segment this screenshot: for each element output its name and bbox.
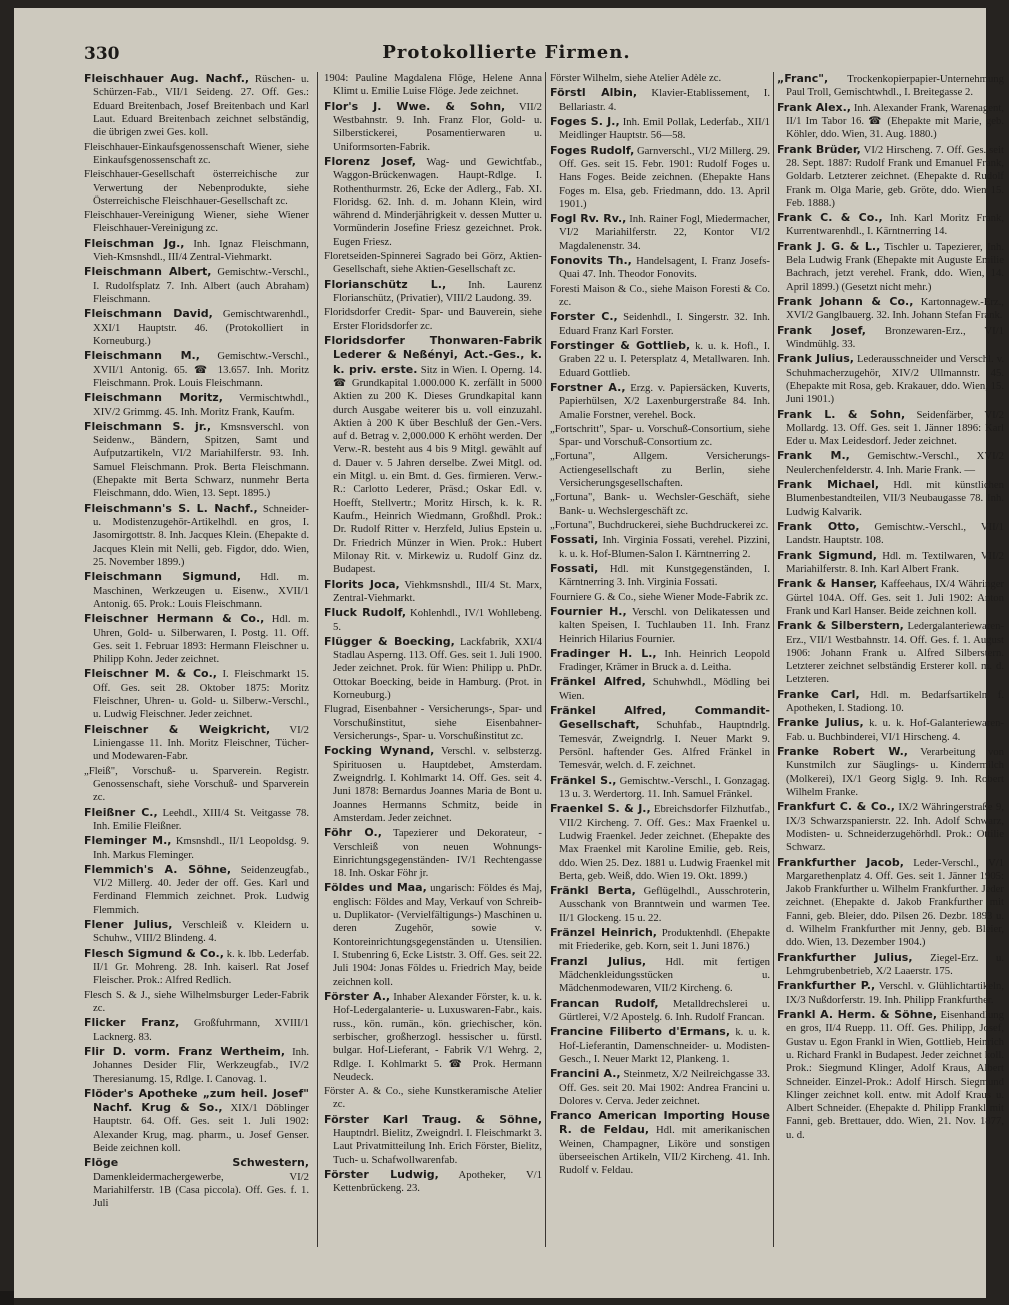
firm-entry <box>777 549 1004 577</box>
scanned-page <box>14 8 1005 1298</box>
firm-details: Kartonnagew.-Erz., XVI/2 Ganglbauerg. 32. Inh. Johann Stefan Frank. <box>786 296 1004 322</box>
firm-name: Förster A., <box>324 989 391 1003</box>
firm-entry <box>550 310 770 338</box>
firm-name: Fossati, <box>550 561 599 575</box>
firm-details: Förster Wilhelm, siehe Atelier Adèle zc. <box>550 72 722 84</box>
firm-name: Frank C. & Co., <box>777 211 883 225</box>
firm-details: k. k. lbb. Lederfab. II/1 Gr. Mohreng. 28. Inh. kaiserl. Rat Josef Fleischer. Prok.: Alfred Redlich. <box>93 947 309 987</box>
firm-name: Forstner A., <box>550 380 626 394</box>
firm-entry <box>550 144 770 212</box>
firm-entry <box>550 926 770 954</box>
firm-details: Fleischhauer-Gesellschaft österreichische zur Verwertung der Nebenprodukte, siehe Österreichische Fleischhauer-Gesellschaft zc. <box>84 168 309 207</box>
firm-name: Frank & Silberstern, <box>777 619 904 633</box>
firm-entry <box>777 143 1004 211</box>
firm-entry <box>84 141 309 168</box>
firm-details: Viehkmsnshdl., III/4 St. Marx, Zentral-Viehmarkt. <box>333 578 542 604</box>
firm-name: Fradinger H. L., <box>550 646 657 660</box>
firm-details: Eisenhandlung en gros, II/4 Ruepp. 11. Off. Ges. Philipp, Josef, Gustav u. Egon Frankl in Wien, Gottlieb, Heinrich u. Richard Frankl in Budapest. Jeder zeichnet koll. Prok.: Siegmund Klinger, Adolf Kraus, Albert Schneider. Einzel-Prok.: Adolf Hirsch. Siegmund Klinger zeichnet koll. entw. mit Adolf Kraus u. Albert Schneider. (Ehepakte d. Philipp Frankl mit Fanni, geb. Brettauer, ddo. Wien, 21. Nov. 1877, u. d. <box>786 1008 1004 1141</box>
firm-details: k. u. k. Hof-Lieferantin, Damenschneider- u. Modisten-Gesch., I. Neuer Markt 12, Plankeng. 1. <box>559 1026 770 1065</box>
firm-name: Fluck Rudolf, <box>324 606 406 620</box>
firm-name: Fleischmann David, <box>84 307 213 321</box>
firm-entry <box>550 1109 770 1178</box>
scan-corner-mark <box>0 1291 14 1305</box>
firm-entry <box>550 647 770 675</box>
firm-entry <box>777 745 1004 799</box>
firm-entry <box>777 856 1004 950</box>
firm-entry <box>550 591 770 604</box>
firm-name: Förstl Albin, <box>550 86 638 100</box>
firm-name: Frank J. G. & L., <box>777 239 881 253</box>
firm-name: Floridsdorfer Thonwaren-Fabrik Lederer & Neßényi, Act.-Ges., k. k. priv. erste. <box>324 333 542 376</box>
firm-details: k. u. k. Hof-Galanteriewaren-Fab. u. Buchbinderei, VI/1 Hirscheng. 4. <box>786 717 1004 743</box>
firm-name: Foges Rudolf, <box>550 143 635 157</box>
firm-name: Förster Ludwig, <box>324 1168 439 1181</box>
firm-details: Fleischhauer-Einkaufsgenossenschaft Wiener, siehe Einkaufsgenossenschaft zc. <box>84 140 309 166</box>
firm-entry <box>84 947 309 988</box>
firm-name: Fränkel Alfred, <box>550 675 646 689</box>
firm-details: Ziegel-Erz. u. Lehmgrubenbetrieb, X/2 Laaerstr. 175. <box>786 951 1004 977</box>
firm-details: Hdl. mit amerikanischen Weinen, Champagner, Liköre und sonstigen überseeischen Artikeln, VII/2 Kircheng. 41. Inh. Rudolf v. Feldau. <box>559 1124 770 1177</box>
firm-name: Frank M., <box>777 449 850 463</box>
firm-name: Frank Johann & Co., <box>777 295 914 308</box>
firm-name: Fränkl Berta, <box>550 884 636 898</box>
firm-name: Frank Michael, <box>777 478 880 492</box>
firm-details: Kaffeehaus, IX/4 Währinger Gürtel 104A. Off. Ges. seit 1. Juli 1902: Anton Frank und Karl Hanser. Beide zeichnen koll. <box>786 578 1005 617</box>
firm-entry <box>777 408 1004 449</box>
firm-details: VI/2 Liniengasse 11. Inh. Moritz Fleischner, Tücher- und Modewaren-Fabr. <box>93 723 309 763</box>
firm-entry <box>777 449 1004 477</box>
firm-details: Hdl. m. Maschinen, Werkzeugen u. Eisenw., XVII/1 Antonig. 65. Prok.: Louis Fleischmann. <box>93 571 309 610</box>
firm-name: Fränzel Heinrich, <box>550 926 657 940</box>
firm-details: Gemischtw.-Verschl., I. Gonzagag. 13 u. 3. Werdertorg. 11. Inh. Samuel Fränkel. <box>559 774 770 800</box>
firm-name: Frank Alex., <box>777 100 851 114</box>
firm-entry <box>777 800 1004 854</box>
firm-details: Kmsnsverschl. von Seidenw., Bändern, Spitzen, Samt und Aufputzartikeln, VI/2 Mariahilferstr. 93. Inh. Samuel Fleischmann. Prok. Berta Fleischmann. (Ehepakte mit Berta Schwarz, nunmehr Berta Fleischmann, ddo. Wien, 13. Sept. 1895.) <box>93 420 309 500</box>
firm-name: Fränkel Alfred, Commandit-Gesellschaft, <box>550 704 770 732</box>
firm-details: „Fleiß", Vorschuß- u. Sparverein. Registr. Genossenschaft, siehe Vorschuß- und Sparverein zc. <box>84 764 309 804</box>
firm-details: IX/2 Währingerstraße 9, IX/3 Schwarzspanierstr. 22. Inh. Adolf Schwarz, Modisten- u. Schneiderzugehörhdl. Prok.: Ottilie Schwarz. <box>786 801 1004 854</box>
firm-entry <box>324 100 542 154</box>
firm-details: Inh. Virginia Fossati, verehel. Pizzini, k. u. k. Hof-Blumen-Salon I. Kärntnerring 2. <box>559 534 770 560</box>
firm-name: Foges S. J., <box>550 114 620 128</box>
firm-name: Fleischmann Albert, <box>84 265 212 279</box>
firm-name: Frankl A. Herm. & Söhne, <box>777 1007 938 1021</box>
firm-name: Franke Julius, <box>777 716 864 730</box>
firm-name: Fränkel S., <box>550 773 617 787</box>
firm-details: Tapezierer und Dekorateur, -Verschleiß von neuen Wohnungs-Einrichtungsgegenständen- IV/1 Rechtengasse 18. Inh. Oskar Föhr jr. <box>333 827 542 880</box>
firm-details: Tischler u. Tapezierer, Inh. Bela Ludwig Frank (Ehepakte mit Auguste Emilie Bachrach, jetzt verehel. Frank, ddo. Wien, 14. April 1899.) (Gesetzt nicht mehr.) <box>786 240 1004 293</box>
firm-details: Trockenkopierpapier-Unternehmung Paul Troll, Gemischtwhdl., I. Breitegasse 2. <box>786 73 1004 99</box>
firm-entry <box>84 265 309 306</box>
firm-entry <box>550 491 770 518</box>
firm-entry <box>550 519 770 532</box>
firm-name: Fleischhauer Aug. Nachf., <box>84 72 250 85</box>
firm-name: Fleminger M., <box>84 834 172 848</box>
firm-name: Francan Rudolf, <box>550 996 659 1010</box>
firm-details: Flugrad, Eisenbahner - Versicherungs-, Spar- und Vorschußinstitut, siehe Eisenbahner-Versicherungs-, Spar- u. Vorschußinstitut zc. <box>324 703 542 742</box>
firm-details: Inh. Alexander Frank, Warenagent, II/1 Im Tabor 16. ☎ (Ehepakte mit Marie, geb. Köhler, ddo. Wien, 31. Aug. 1880.) <box>786 101 1004 141</box>
page-title: Protokollierte Firmen. <box>382 42 631 63</box>
firm-details: Fleischhauer-Vereinigung Wiener, siehe Wiener Fleischhauer-Vereinigung zc. <box>84 209 309 235</box>
firm-details: VII/2 Westbahnstr. 9. Inh. Franz Flor, Gold- u. Silberstickerei, Posamentierwaren u. Uniformsorten-Fabrik. <box>333 100 542 153</box>
firm-name: Frank Otto, <box>777 520 860 533</box>
firm-details: Schuhfab., Hauptndrlg. Temesvár, Zweigndrlg. I. Neuer Markt 9. Persönl. haftender Ges. Alfred Fränkel in Temesvár, welch. d. F. zeichnet. <box>559 719 770 772</box>
firm-name: Franzl Julius, <box>550 954 647 968</box>
firm-name: Flöge Schwestern, <box>84 1156 309 1170</box>
firm-details: I. Fleischmarkt 15. Off. Ges. seit 28. Oktober 1875: Moritz Fleischner, Uhren- u. Gold- u. Silberw.-Verschl., u. Ludwig Fleischner. Jeder zeichnet. <box>93 668 309 721</box>
firm-details: Inh. Karl Moritz Frank, Kurrentwarenhdl., I. Kärntnerring 14. <box>786 212 1005 238</box>
column-3 <box>550 72 770 1282</box>
firm-entry <box>84 209 309 236</box>
firm-name: Franke Carl, <box>777 687 860 701</box>
firm-entry <box>324 334 542 577</box>
firm-entry <box>550 115 770 143</box>
firm-name: Frank & Hanser, <box>777 577 878 591</box>
column-1 <box>84 72 309 1282</box>
firm-details: VI/2 Hirscheng. 7. Off. Ges. seit 28. Sept. 1887: Rudolf Frank und Emanuel Frank, Goldarb. Letzterer zeichnet. (Ehepakte d. Rudolf Frank m. Olga Marie, geb. Gröte, ddo. Wien 15. Feb. 1888.) <box>786 143 1004 209</box>
firm-entry <box>777 478 1004 519</box>
firm-details: Bronzewaren-Erz., VI/1 Windmühlg. 33. <box>786 324 1004 350</box>
firm-details: Klavier-Etablissement, I. Bellariastr. 4. <box>559 87 770 113</box>
firm-name: Frankfurther P., <box>777 979 876 993</box>
firm-details: Hdl. mit künstlichen Blumenbestandteilen, VII/3 Neubaugasse 78. Inh. Ludwig Kalvarik. <box>786 479 1004 518</box>
firm-details: Gemischtw.-Verschl., VII/1 Landstr. Hauptstr. 108. <box>786 521 1004 547</box>
firm-entry <box>550 884 770 925</box>
firm-name: Fleischner M. & Co., <box>84 667 217 681</box>
firm-entry <box>550 774 770 802</box>
firm-entry <box>777 577 1004 618</box>
firm-details: ungarisch: Földes és Maj, englisch: Földes and May, Verkauf von Schreib- u. Duplikator- (Vervielfältigungs-) Maschinen u. deren Zugehör, sowie v. Kontoreinrichtungsgegenständen u. Utensilien. I. Stubenring 6, Ecke Liststr. 3. Off. Ges. seit 22. Juli 1904: Jonas Földes u. Friedrich May, beide zeichnen koll. <box>333 882 542 988</box>
firm-name: Flesch Sigmund & Co., <box>84 946 224 960</box>
firm-name: Florits Joca, <box>324 577 400 591</box>
firm-name: Fleischmann's S. L. Nachf., <box>84 501 258 515</box>
firm-name: Forster C., <box>550 310 618 324</box>
firm-entry <box>324 703 542 743</box>
firm-entry <box>550 212 770 253</box>
firm-details: Wag- und Gewichtfab., Waggon-Brückenwagen. Haupt-Rdlge. I. Rothenthurmstr. 26, Ecke der Adlerg., Fab. XI. Floridsg. 62. Inh. d. m. Johann Klein, wird während d. Minderjährigkeit v. dessen Mutter u. Vormünderin Josefine Friesz gezeichnet. Prok. Eugen Friesz. <box>333 155 542 248</box>
firm-entry <box>324 72 542 99</box>
firm-entry <box>777 324 1004 352</box>
firm-details: Kohlenhdl., IV/1 Wohllebeng. 5. <box>333 607 542 633</box>
firm-details: Erzg. v. Papiersäcken, Kuverts, Papierhülsen, X/2 Laxenburgerstraße 84. Inh. Amalie Forstner, verehel. Bock. <box>559 381 770 421</box>
firm-entry <box>324 990 542 1084</box>
firm-name: Frank Josef, <box>777 323 866 337</box>
firm-entry <box>324 250 542 277</box>
firm-details: Handelsagent, I. Franz Josefs-Quai 47. Inh. Theodor Fonovits. <box>559 255 770 281</box>
column-divider <box>773 72 774 1247</box>
firm-details: „Fortuna", Allgem. Versicherungs-Actiengesellschaft zu Berlin, siehe Versicherungsgesellschaften. <box>550 450 770 490</box>
firm-name: Fournier H., <box>550 604 627 618</box>
firm-entry <box>84 72 309 140</box>
firm-details: Verschl. von Delikatessen und kalten Speisen, I. Tuchlauben 11. Inh. Franz Heinrich Hilarius Fournier. <box>559 605 771 645</box>
firm-details: 1904: Pauline Magdalena Flöge, Helene Anna Klimt u. Emilie Luise Flöge. Jede zeichnet. <box>324 72 542 98</box>
column-2 <box>324 72 542 1282</box>
firm-name: Focking Wynand, <box>324 744 435 758</box>
firm-entry <box>84 806 309 834</box>
firm-details: Hdl. m. Textilwaren, VII/2 Mariahilferstr. 8. Inh. Karl Albert Frank. <box>786 549 1004 575</box>
firm-entry <box>84 1156 309 1210</box>
firm-details: XIX/1 Döblinger Hauptstr. 64. Off. Ges. seit 1. Juli 1902: Alexander Krug, mag. pharm., u. Josef Genser. Beide zeichnen koll. <box>93 1102 309 1155</box>
firm-details: Metalldrechslerei u. Gürtlerei, V/2 Apostelg. 6. Inh. Rudolf Francan. <box>559 997 770 1023</box>
firm-details: Lackfabrik, XXI/4 Stadlau Asperng. 113. Off. Ges. seit 1. Juli 1900. Jeder zeichnet. Prok. für Wien: Philipp u. PhDr. Ottokar Boecking, beide in Hamburg. (Prot. in Korneuburg.) <box>333 635 542 702</box>
firm-entry <box>324 1113 542 1167</box>
firm-entry <box>777 1008 1004 1142</box>
firm-entry <box>324 1168 542 1196</box>
firm-name: Frankfurther Jacob, <box>777 855 904 869</box>
firm-details: Gemischtw.-Verschl., XVII/1 Antonig. 65. ☎ 13.657. Inh. Moritz Fleischmann. Prok. Louis Fleischmann. <box>93 350 309 389</box>
firm-details: Floretseiden-Spinnerei Sagrado bei Görz, Aktien-Gesellschaft, siehe Aktien-Gesellschaft zc. <box>324 250 542 276</box>
firm-name: Fraenkel S. & J., <box>550 802 651 816</box>
firm-entry <box>84 1087 309 1156</box>
firm-name: Fleischmann Moritz, <box>84 391 223 405</box>
firm-entry <box>324 278 542 306</box>
firm-entry <box>84 723 309 764</box>
firm-details: Inh. Heinrich Leopold Fradinger, Krämer in Bruck a. d. Leitha. <box>559 647 770 674</box>
firm-entry <box>324 1085 542 1112</box>
firm-details: Hdl. mit fertigen Mädchenkleidungsstücken u. Mädchenmodewaren, VII/2 Kircheng. 6. <box>559 955 771 995</box>
directory-columns <box>84 72 1009 1282</box>
firm-entry <box>84 307 309 348</box>
firm-entry <box>84 391 309 419</box>
firm-details: „Fortuna", Buchdruckerei, siehe Buchdruckerei zc. <box>550 519 769 531</box>
firm-name: Fleischmann Sigmund, <box>84 570 242 584</box>
firm-details: Vermischtwhdl., XIV/2 Grimmg. 45. Inh. Moritz Frank, Kaufm. <box>93 392 309 418</box>
firm-entry <box>550 533 770 561</box>
firm-entry <box>324 635 542 703</box>
firm-details: Seidenfärber, VI/2 Mollardg. 13. Off. Ges. seit 1. Jänner 1896: Karl Eder u. Max Leidesdorf. Jeder zeichnet. <box>786 408 1004 448</box>
firm-name: Fleischmann S. jr., <box>84 419 212 433</box>
firm-name: Flicker Franz, <box>84 1016 180 1030</box>
firm-entry <box>777 951 1004 979</box>
firm-entry <box>324 826 542 880</box>
firm-name: Fleischner & Weigkricht, <box>84 722 271 736</box>
firm-name: Fleischner Hermann & Co., <box>84 612 265 626</box>
firm-details: Verschl. v. Glühlichtartikeln, IX/3 Nußdorferstr. 19. Inh. Philipp Frankfurther. <box>786 980 1004 1006</box>
firm-entry <box>84 570 309 611</box>
firm-details: Schuhwhdl., Mödling bei Wien. <box>559 676 771 702</box>
firm-name: Flor's J. Wwe. & Sohn, <box>324 99 506 113</box>
firm-entry <box>777 240 1004 294</box>
firm-name: Fleischman Jg., <box>84 236 185 250</box>
firm-entry <box>777 211 1004 239</box>
firm-name: Flügger & Boecking, <box>324 634 455 648</box>
firm-details: Inh. Emil Pollak, Lederfab., XII/1 Meidlinger Hauptstr. 56—58. <box>559 115 770 142</box>
firm-entry <box>777 101 1004 142</box>
firm-name: Florenz Josef, <box>324 154 416 168</box>
firm-entry <box>777 295 1004 323</box>
firm-details: Fourniere G. & Co., siehe Wiener Mode-Fabrik zc. <box>550 590 769 603</box>
firm-entry <box>550 72 770 85</box>
firm-details: Rüschen- u. Schürzen-Fab., VII/1 Seideng. 27. Off. Ges.: Eduard Breitenbach, Josef Breitenbach und Karl Laut. Eduard Breitenbach zeichnet selbständig, die übrigen zwei Ges. koll. <box>93 73 309 139</box>
firm-entry <box>550 605 770 646</box>
firm-details: Schneider- u. Modistenzugehör-Artikelhdl. en gros, I. Jasomirgottstr. 8. Inh. Jacques Klein. (Ehepakte d. Jacques Klein mit Nelli, geb. Figdor, ddo. Wien, 25. November 1899.) <box>93 502 309 568</box>
firm-entry <box>777 979 1004 1007</box>
firm-name: Francine Filiberto d'Ermans, <box>550 1025 731 1039</box>
firm-details: Leder-Verschl., V/1 Margarethenplatz 4. Off. Ges. seit 1. Jänner 1905: Jakob Frankfurther u. Wilhelm Frankfurther. Jeder zeichnet. (Ehepakte d. Jakob Frankfurther mit Fanni, geb. Bleier, ddo. Pilsen 26. Dezbr. 1893 u. d. Wilhelm Frankfurther mit Jenny, geb. Bleier, ddo. Wien, 13. Dezember 1904.) <box>786 856 1005 949</box>
firm-entry <box>84 349 309 390</box>
firm-details: Lederausschneider und Verschl. v. Schuhmacherzugehör, XIV/2 Ullmannstr. 45. (Ehepakte mit Rosa, geb. Krakauer, ddo. Wien, 15. Juni 1901.) <box>786 353 1005 406</box>
firm-details: Leehdl., XIII/4 St. Veitgasse 78. Inh. Emilie Fleißner. <box>93 806 309 832</box>
firm-entry <box>84 1016 309 1044</box>
firm-name: Franco American Importing House R. de Feldau, <box>550 1109 770 1137</box>
firm-entry <box>550 423 770 450</box>
firm-entry <box>550 254 770 282</box>
firm-details: Verarbeitung von Kunstmilch zur Säuglings- u. Kindermilch (Molkerei), IX/1 Georg Siglg. 9. Inh. Robert Wilhelm Franke. <box>786 746 1004 798</box>
firm-name: Frank Brüder, <box>777 142 861 156</box>
firm-details: Flesch S. & J., siehe Wilhelmsburger Leder-Fabrik zc. <box>84 988 309 1014</box>
firm-name: Francini A., <box>550 1067 621 1081</box>
firm-entry <box>550 339 770 380</box>
firm-name: Florianschütz L., <box>324 277 447 291</box>
firm-details: Apotheker, V/1 Kettenbrückeng. 23. <box>333 1169 542 1195</box>
firm-details: Garnverschl., VI/2 Millerg. 29. Off. Ges. seit 15. Febr. 1901: Rudolf Foges u. Hans Foges. Beide zeichnen. (Ehepakte Hans Foges m. Elsa, geb. Friedmann, ddo. 13. April 1901.) <box>559 144 770 210</box>
firm-details: Hdl. mit Kunstgegenständen, I. Kärntnerring 3. Inh. Virginia Fossati. <box>559 562 770 589</box>
firm-name: Földes und Maa, <box>324 881 427 895</box>
firm-entry <box>324 606 542 634</box>
firm-details: Steinmetz, X/2 Neilreichgasse 33. Off. Ges. seit 20. Mai 1902: Andrea Francini u. Dolores v. Cerva. Jeder zeichnet. <box>559 1068 770 1107</box>
firm-name: Frank Julius, <box>777 352 854 366</box>
firm-entry <box>550 675 770 703</box>
firm-name: Flir D. vorm. Franz Wertheim, <box>84 1044 285 1058</box>
firm-details: Ebreichsdorfer Filzhutfab., VII/2 Kircheng. 7. Off. Ges.: Max Fraenkel u. Ludwig Fraenkel. Jeder zeichnet. (Ehepakte des Max Fraenkel mit Karoline Emilie, geb. Reis, ddo. Wien 25. Dez. 1881 u. Ludwig Fraenkel mit Berta, geb. Weiß, ddo. Wien 19. Okt. 1899.) <box>559 803 770 882</box>
firm-details: Förster A. & Co., siehe Kunstkeramische Atelier zc. <box>324 1085 542 1111</box>
firm-name: Flener Julius, <box>84 918 173 932</box>
firm-details: Seidenzeugfab., VI/2 Millerg. 40. Jeder der off. Ges. Karl und Ferdinand Flemmich zeichnet. Prok. Ludwig Flemmich. <box>93 863 309 916</box>
firm-entry <box>324 881 542 989</box>
firm-name: Förster Karl Traug. & Söhne, <box>324 1112 542 1126</box>
firm-name: Fleischmann M., <box>84 349 200 363</box>
firm-entry <box>84 765 309 805</box>
column-divider <box>317 72 318 1247</box>
firm-name: „Franc", <box>777 72 829 85</box>
firm-name: Fossati, <box>550 533 599 547</box>
firm-name: Flöder's Apotheke „zum heil. Josef" Nachf. Krug & So., <box>84 1086 309 1115</box>
firm-name: Fleißner C., <box>84 805 158 819</box>
firm-entry <box>324 155 542 249</box>
firm-details: Seidenhdl., I. Singerstr. 32. Inh. Eduard Franz Karl Forster. <box>559 311 770 337</box>
firm-entry <box>550 704 770 773</box>
firm-entry <box>550 562 770 590</box>
firm-entry <box>84 237 309 265</box>
firm-entry <box>84 667 309 721</box>
firm-entry <box>84 918 309 946</box>
firm-name: Franke Robert W., <box>777 745 908 758</box>
firm-details: Kmsnshdl., II/1 Leopoldsg. 9. Inh. Markus Fleminger. <box>93 835 309 861</box>
firm-name: Föhr O., <box>324 826 382 840</box>
page-header <box>84 38 929 68</box>
firm-name: Frank L. & Sohn, <box>777 407 906 421</box>
firm-details: Produktenhdl. (Ehepakte mit Friederike, geb. Korn, seit 1. Juni 1876.) <box>559 927 770 953</box>
firm-name: Frankfurther Julius, <box>777 950 913 964</box>
firm-entry <box>777 619 1004 687</box>
firm-entry <box>550 1067 770 1108</box>
firm-entry <box>84 1045 309 1086</box>
column-divider <box>545 72 546 1247</box>
firm-details: Verschl. v. selbsterzg. Spirituosen u. Hauptdebet, Amsterdam. Zweigndrlg. I. Kohlmarkt 14. Off. Ges. seit 4. Juni 1878: Bernardus Joannes Maria de Bont u. Joannes Hermanns Schmitz, beide in Amsterdam. Jeder zeichnet. <box>333 745 542 824</box>
firm-details: Großfuhrmann, XVIII/1 Lacknerg. 83. <box>93 1017 309 1043</box>
firm-details: k. u. k. Hofl., I. Graben 22 u. I. Petersplatz 4, Metallwaren. Inh. Eduard Gottlieb. <box>559 339 770 379</box>
firm-entry <box>84 168 309 208</box>
firm-entry <box>84 989 309 1016</box>
firm-details: Inh. Rainer Fogl, Miedermacher, VI/2 Mariahilferstr. 22, Kontor VI/2 Magdalenenstr. 34. <box>559 213 770 252</box>
firm-details: Ledergalanteriewaren-Erz., VII/1 Westbahnstr. 14. Off. Ges. f. 1. August 1906: Johann Frank u. Alfred Silberstern. Letzterer zeichnet selbständig Ersterer koll. m. d. Letzteren. <box>786 620 1004 686</box>
firm-entry <box>324 578 542 606</box>
firm-entry <box>84 502 309 570</box>
firm-entry <box>550 450 770 490</box>
firm-details: Sitz in Wien. I. Operng. 14. ☎ Grundkapital 1.000.000 K. zerfällt in 5000 Aktien zu 200 K. Dieses Grundkapital kann durch Ausgabe weiterer bis u. voll einzuzahl. Aktien à 200 K über Beschluß der Gen.-Vers. auf d. Betrag v. 2,000.000 K erhöht werden. Der Verw.-R. besteht aus 4 bis 9 Mitgl. gewählt auf d. Dauer v. 5 Jahren derselbe. Zwei Mitgl. od. ein Mitgl. u. ein Bmt. d. Ges. firmieren. Verw.-R.: Carlotto Lederer, Präsd.; Oskar Edl. v. Hoefft, Stellvertr.; Moritz Hirsch, k. k. R. Kaufm., Heinrich Wiedmann, Großhdl. Prok.: Dr. Rudolf Ritter v. Herzfeld, Julius Epstein u. Dr. Friedrich Münzer in Wien. Prok.: Hubert Milonay Rit. v. Mirkewiz u. Rudolf Ginz dz. Budapest. <box>333 363 542 576</box>
firm-details: Inh. Ignaz Fleischmann, Vieh-Kmsnshdl., III/4 Zentral-Viehmarkt. <box>93 237 309 264</box>
firm-entry <box>550 802 770 883</box>
firm-details: Gemischtw.-Verschl., XVI/2 Neulerchenfelderstr. 4. Inh. Marie Frank. — <box>786 450 1004 476</box>
firm-entry <box>777 716 1004 744</box>
firm-details: Foresti Maison & Co., siehe Maison Foresti & Co. zc. <box>550 282 770 308</box>
firm-entry <box>84 863 309 917</box>
firm-details: Damenkleidermachergewerbe, VI/2 Mariahilferstr. 1B (Casa piccola). Off. Ges. f. 1. Juli <box>93 1170 309 1210</box>
firm-details: Geflügelhdl., Ausschroterin, Ausschank von Branntwein und warmen Tee. II/1 Glockeng. 15 u. 22. <box>559 885 770 924</box>
firm-entry <box>84 420 309 501</box>
firm-details: Verschleiß v. Kleidern u. Schuhw., VIII/2 Blindeng. 4. <box>93 919 309 945</box>
firm-details: Inhaber Alexander Förster, k. u. k. Hof-Ledergalanterie- u. Luxuswaren-Fabr., kais. russ., kön. rumän., kön. griechischer, kön. serbischer, großherzogl. hessischer u. fürstl. bulgar. Hof-Lieferant, - Fabrik V/1 Wehrg. 2, Rdlge. I. Kohlmarkt 5. ☎ Prok. Hermann Neudeck. <box>333 990 542 1083</box>
firm-details: Gemischtwarenhdl., XXI/1 Hauptstr. 46. (Protokolliert in Korneuburg.) <box>93 308 309 347</box>
firm-details: Inh. Johannes Desider Flir, Werkzeugfab., IV/2 Theresianumg. 15, Rdlge. I. Canovag. 1. <box>93 1045 309 1085</box>
firm-name: Forstinger & Gottlieb, <box>550 338 691 352</box>
firm-name: Frank Sigmund, <box>777 548 877 562</box>
firm-details: Hauptndrl. Bielitz, Zweigndrl. I. Fleischmarkt 3. Laut Privatmitteilung Inh. Erich Förster, Bielitz, Tuch- u. Schafwollwarenfab. <box>333 1127 542 1166</box>
firm-details: Floridsdorfer Credit- Spar- und Bauverein, siehe Erster Floridsdorfer zc. <box>324 306 542 332</box>
firm-entry <box>550 955 770 996</box>
firm-entry <box>550 86 770 114</box>
firm-entry <box>777 688 1004 716</box>
page-number: 330 <box>84 44 120 64</box>
firm-entry <box>550 283 770 310</box>
firm-details: „Fortschritt", Spar- u. Vorschuß-Consortium, siehe Spar- und Vorschuß-Consortium zc. <box>550 422 770 449</box>
firm-entry <box>550 381 770 422</box>
firm-details: Hdl. m. Bedarfsartikeln f. Apotheken, I. Stadiong. 10. <box>786 688 1004 715</box>
firm-entry <box>324 744 542 825</box>
firm-entry <box>777 520 1004 548</box>
firm-details: Inh. Laurenz Florianschütz, (Privatier), VIII/2 Laudong. 39. <box>333 278 542 304</box>
firm-entry <box>550 997 770 1025</box>
firm-name: Fogl Rv. Rv., <box>550 212 627 226</box>
firm-entry <box>84 834 309 862</box>
firm-details: Hdl. m. Uhren, Gold- u. Silberwaren, I. Postg. 11. Off. Ges. seit 1. Februar 1893: Hermann Fleischner u. Philipp Kohn. Jeder zeichnet. <box>93 613 309 666</box>
firm-entry <box>777 352 1004 406</box>
firm-entry <box>550 1025 770 1066</box>
firm-name: Fonovits Th., <box>550 254 632 268</box>
firm-entry <box>324 306 542 333</box>
firm-details: Gemischtw.-Verschl., I. Rudolfsplatz 7. Inh. Albert (auch Abraham) Fleischmann. <box>93 266 309 305</box>
firm-details: „Fortuna", Bank- u. Wechsler-Geschäft, siehe Bank- u. Wechslergeschäft zc. <box>550 491 770 517</box>
firm-name: Frankfurt C. & Co., <box>777 800 895 814</box>
firm-entry <box>777 72 1004 100</box>
firm-name: Flemmich's A. Söhne, <box>84 862 232 876</box>
firm-entry <box>84 612 309 666</box>
column-4 <box>777 72 1004 1282</box>
